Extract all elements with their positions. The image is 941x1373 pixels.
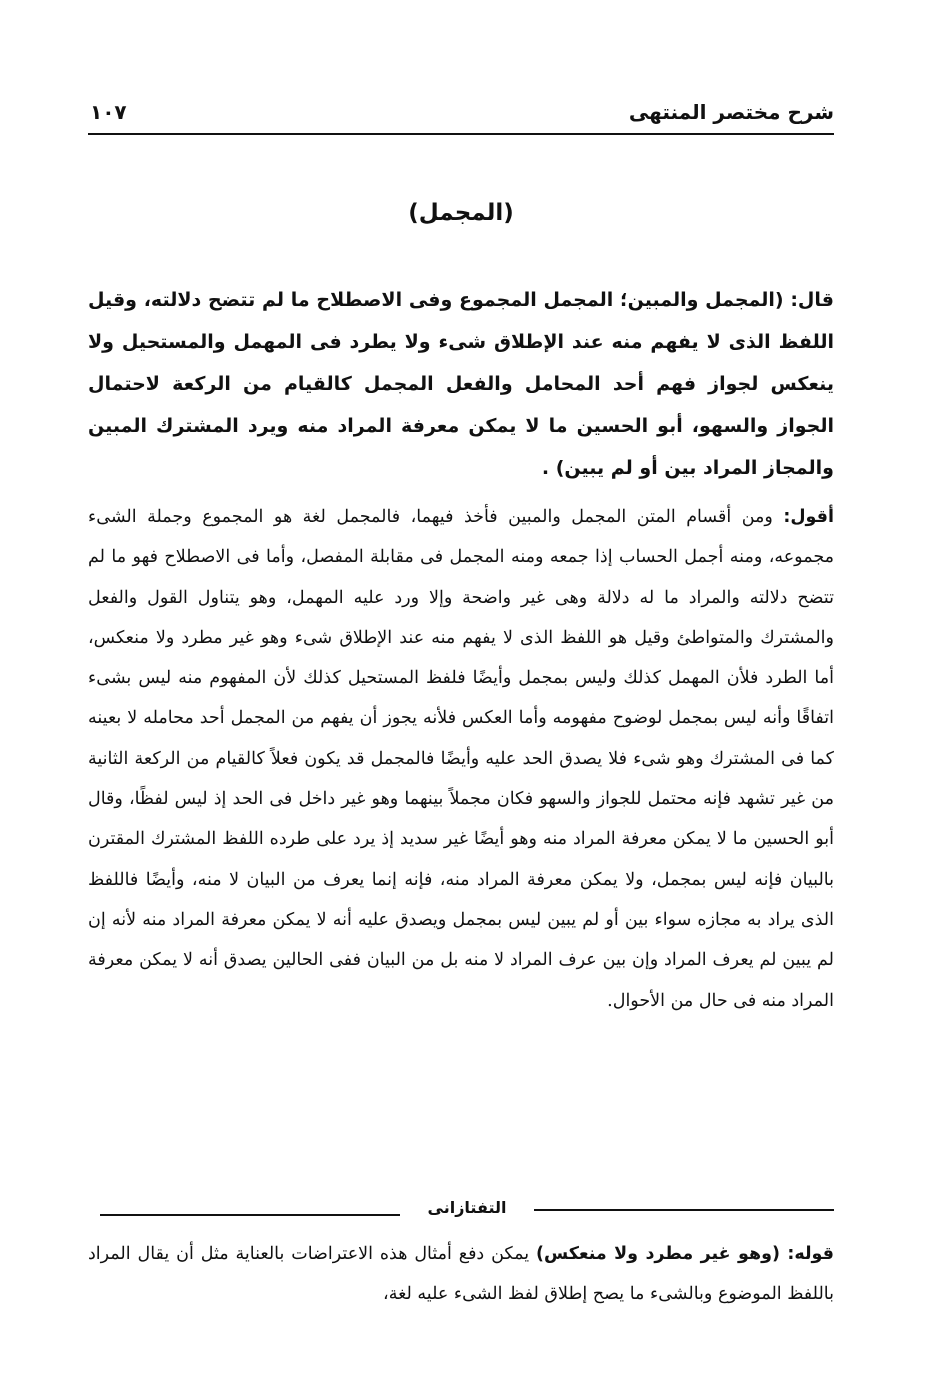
separator-rule-right xyxy=(534,1209,834,1211)
section-heading: (المجمل) xyxy=(408,200,514,226)
separator-rule-left xyxy=(100,1214,400,1216)
hashiya-quoted-phrase: (وهو غير مطرد ولا منعكس) xyxy=(535,1244,788,1264)
matn-paragraph: قال: (المجمل والمبين؛ المجمل المجموع وفى الاصطلاح ما لم تتضح دلالته، وقيل اللفظ الذى لا يفهم منه عند الإطلاق شىء ولا يطرد فى المهمل والمستحيل ولا ينعكس لجواز فهم أحد المحامل والفعل المجمل كالقيام من الركعة لاحتمال الجواز والسهو، أبو الحسين ما لا يمكن معرفة المراد منه ويرد المشترك المبين والمجاز المراد بين أو لم يبين) . xyxy=(88,289,834,479)
sharh-paragraph xyxy=(88,497,834,1021)
sharh-body: ومن أقسام المتن المجمل والمبين فأخذ فيهما، فالمجمل لغة هو المجموع وجملة الشىء مجموعه، ومنه أجمل الحساب إذا جمعه ومنه المجمل فى مقابلة المفصل، وأما فى الاصطلاح فهو ما لم تتضح دلالته والمراد ما له دلالة وهى غير واضحة وإلا ورد عليه المهمل، وهو يتناول القول والفعل والمشترك والمتواطئ وقيل هو اللفظ الذى لا يفهم منه عند الإطلاق شىء وهو غير مطرد ولا منعكس، أما الطرد فلأن المهمل كذلك وليس بمجمل وأيضًا فلفظ المستحيل كذلك لأن المفهوم منه ليس بشىء اتفاقًا وأنه ليس بمجمل لوضوح مفهومه وأما العكس فلأنه يجوز أن يفهم من المجمل أحد محامله لا بعينه كما فى المشترك وهو شىء فلا يصدق الحد عليه وأيضًا فالمجمل قد يكون فعلاً كالقيام من الركعة الثانية من غير تشهد فإنه محتمل للجواز والسهو فكان مجملاً بينهما وهو غير داخل فى الحد إذ ليس لفظًا، وقال أبو الحسين ما لا يمكن معرفة المراد منه وهو أيضًا غير سديد إذ يرد على طرده اللفظ المشترك المقترن بالبيان فإنه ليس بمجمل، ولا يمكن معرفة المراد منه، فإنه إنما يعرف من البيان لا منه، وأيضًا فاللفظ الذى يراد به مجازه سواء بين أو لم يبين ليس بمجمل ويصدق عليه أنه لا يمكن معرفة المراد منه لأنه إن لم يبين لم يعرف المراد وإن بين عرف المراد لا منه بل من البيان ففى الحالين يصدق أنه لا يمكن معرفة المراد منه فى حال من الأحوال. xyxy=(88,507,834,1011)
hashiya-lead: قوله: xyxy=(787,1244,834,1264)
sharh-lead: أقول: xyxy=(783,507,834,527)
hashiya-body: يمكن دفع أمثال هذه الاعتراضات بالعناية مثل أن يقال المراد باللفظ الموضوع وبالشىء ما يصح إطلاق لفظ الشىء عليه لغة، xyxy=(88,1244,834,1304)
page-number: ١٠٧ xyxy=(90,100,127,124)
hashiya-paragraph xyxy=(88,1234,834,1314)
header-divider xyxy=(88,133,834,135)
commentator-name: التفتازانى xyxy=(427,1198,507,1217)
commentator-separator xyxy=(100,1194,834,1224)
running-title: شرح مختصر المنتهى xyxy=(628,100,834,124)
page-header xyxy=(88,96,834,132)
